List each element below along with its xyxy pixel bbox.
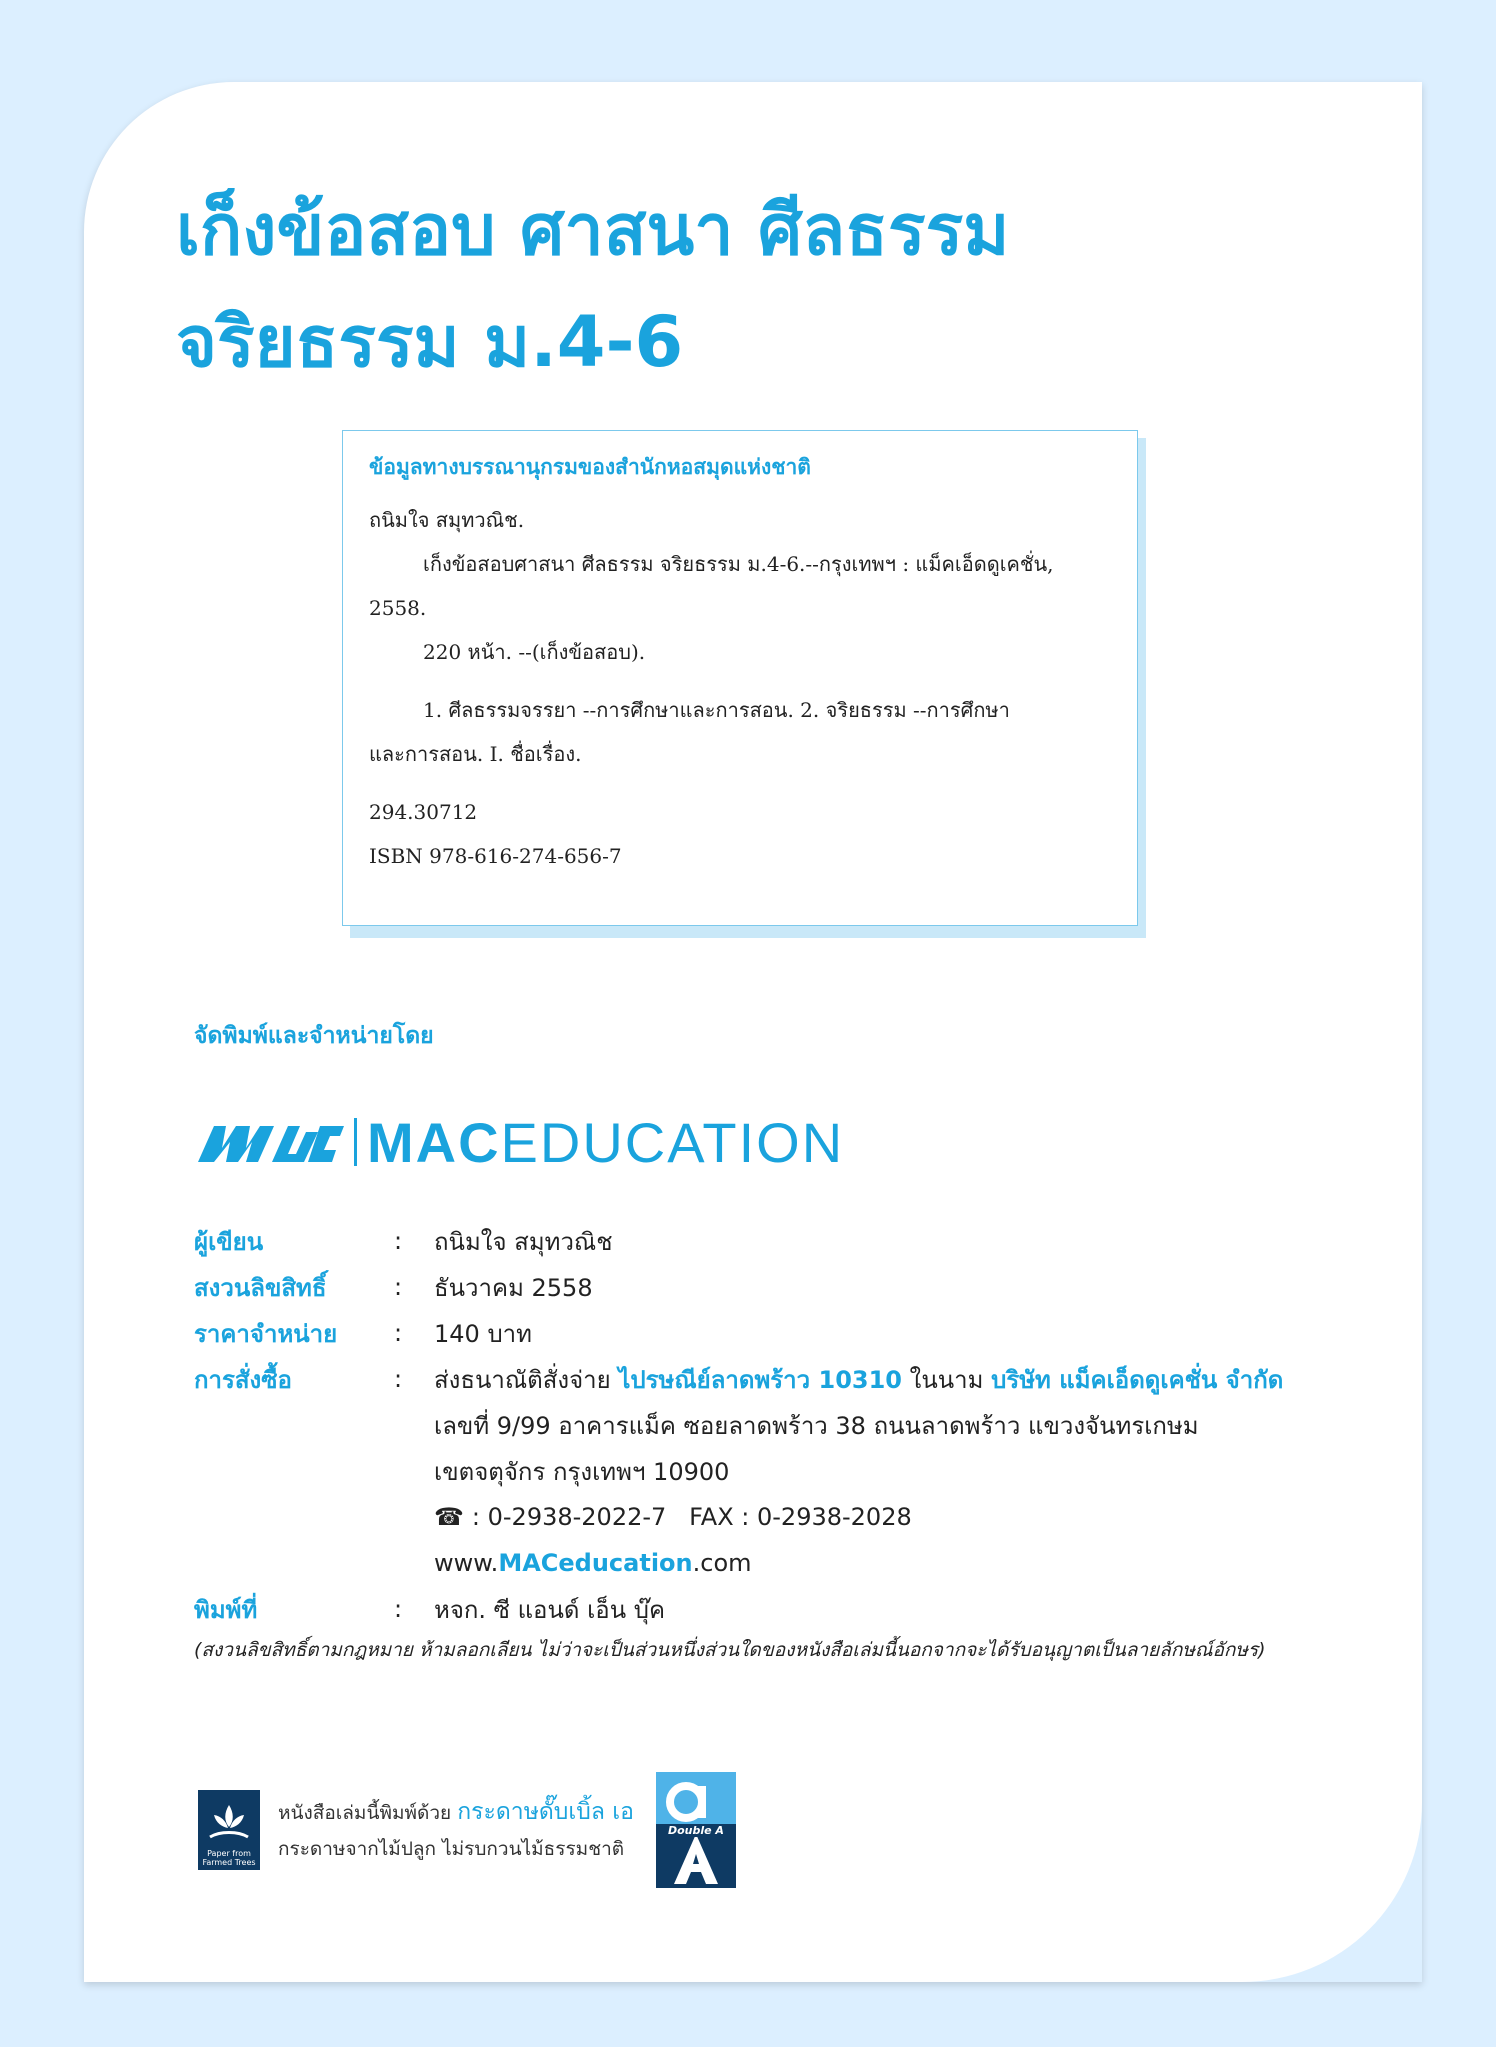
cip-subject1: 1. ศีลธรรมจรรยา --การศึกษาและการสอน. 2. จริยธรรม --การศึกษา bbox=[423, 698, 1010, 722]
paper-line-1 bbox=[278, 1794, 634, 1831]
order-label: การสั่งซื้อ bbox=[194, 1365, 292, 1394]
company-name: บริษัท แม็คเอ็ดดูเคชั่น จำกัด bbox=[991, 1365, 1284, 1394]
page-title bbox=[176, 174, 1009, 398]
cip-pages: 220 หน้า. --(เก็งข้อสอบ). bbox=[423, 640, 646, 664]
cip-isbn: ISBN 978-616-274-656-7 bbox=[369, 844, 622, 868]
order-mid: ในนาม bbox=[909, 1365, 984, 1394]
web-post: .com bbox=[692, 1549, 752, 1577]
phone-value: : 0-2938-2022-7 FAX : 0-2938-2028 bbox=[471, 1503, 912, 1531]
colon: : bbox=[394, 1595, 403, 1623]
page bbox=[84, 82, 1422, 1982]
author-value: ถนิมใจ สมุทวณิช bbox=[434, 1227, 613, 1256]
price-row bbox=[194, 1310, 1283, 1356]
phone-icon: ☎ bbox=[434, 1503, 464, 1531]
title-line-1: เก็งข้อสอบ ศาสนา ศีลธรรม bbox=[176, 189, 1010, 271]
paper-brand: กระดาษดั๊บเบิ้ล เอ bbox=[457, 1798, 634, 1825]
logo-bold: MAC bbox=[367, 1110, 501, 1174]
phone-row bbox=[194, 1494, 1283, 1540]
address-line-2: เขตจตุจักร กรุงเทพฯ 10900 bbox=[434, 1457, 730, 1486]
logo-divider bbox=[354, 1118, 357, 1166]
colon: : bbox=[394, 1365, 403, 1393]
web-brand: MACeducation bbox=[498, 1549, 693, 1577]
cip-classno: 294.30712 bbox=[369, 800, 478, 824]
mac-education-logo bbox=[196, 1102, 844, 1182]
printer-label: พิมพ์ที่ bbox=[194, 1595, 258, 1624]
fsc-text: Paper from Farmed Trees bbox=[202, 1849, 256, 1867]
info-block bbox=[194, 1218, 1283, 1632]
double-a-text: Double A bbox=[656, 1824, 736, 1837]
address-line-1: เลขที่ 9/99 อาคารแม็ค ซอยลาดพร้าว 38 ถนนลาดพร้าว แขวงจันทรเกษม bbox=[434, 1411, 1199, 1440]
website-row bbox=[194, 1540, 1283, 1586]
order-pre: ส่งธนาณัติสั่งจ่าย bbox=[434, 1365, 611, 1394]
colon: : bbox=[394, 1273, 403, 1301]
copyright-value: ธันวาคม 2558 bbox=[434, 1273, 593, 1302]
farmed-trees-logo bbox=[198, 1790, 260, 1870]
mac-logo-icon bbox=[196, 1118, 346, 1166]
cip-line2: 2558. bbox=[369, 596, 427, 620]
order-value bbox=[434, 1360, 1283, 1399]
price-value: 140 บาท bbox=[434, 1319, 532, 1348]
cip-heading: ข้อมูลทางบรรณานุกรมของสำนักหอสมุดแห่งชาติ bbox=[369, 454, 811, 479]
colon: : bbox=[394, 1319, 403, 1347]
colon: : bbox=[394, 1227, 403, 1255]
post-office: ไปรษณีย์ลาดพร้าว 10310 bbox=[618, 1365, 902, 1394]
double-a-logo bbox=[656, 1772, 736, 1888]
logo-text bbox=[367, 1110, 844, 1175]
cip-author: ถนิมใจ สมุทวณิช. bbox=[369, 508, 525, 532]
price-label: ราคาจำหน่าย bbox=[194, 1319, 338, 1348]
title-line-2: จริยธรรม ม.4-6 bbox=[176, 301, 684, 383]
copyright-row bbox=[194, 1264, 1283, 1310]
publisher-label: จัดพิมพ์และจำหน่ายโดย bbox=[194, 1023, 434, 1049]
web-pre: www. bbox=[434, 1549, 499, 1577]
cip-line1: เก็งข้อสอบศาสนา ศีลธรรม จริยธรรม ม.4-6.--กรุงเทพฯ : แม็คเอ็ดดูเคชั่น, bbox=[423, 552, 1054, 576]
copyright-note: (สงวนลิขสิทธิ์ตามกฎหมาย ห้ามลอกเลียน ไม่ว่าจะเป็นส่วนหนึ่งส่วนใดของหนังสือเล่มนี้นอกจากจะได้รับอนุญาตเป็นลายลักษณ์อักษร) bbox=[194, 1639, 1266, 1661]
logo-light: EDUCATION bbox=[500, 1110, 845, 1174]
printer-value: หจก. ซี แอนด์ เอ็น บุ๊ค bbox=[434, 1595, 666, 1624]
paper-text bbox=[278, 1794, 634, 1867]
paper-notice bbox=[198, 1772, 736, 1888]
author-row bbox=[194, 1218, 1283, 1264]
paper-line1-pre: หนังสือเล่มนี้พิมพ์ด้วย bbox=[278, 1801, 452, 1824]
page-corner bbox=[1242, 1802, 1422, 1982]
copyright-label: สงวนลิขสิทธิ์ bbox=[194, 1273, 327, 1302]
cip-subject2: และการสอน. I. ชื่อเรื่อง. bbox=[369, 742, 582, 766]
order-row bbox=[194, 1356, 1283, 1402]
cip-box bbox=[342, 430, 1138, 926]
paper-line-2: กระดาษจากไม้ปลูก ไม่รบกวนไม้ธรรมชาติ bbox=[278, 1837, 625, 1860]
leaf-icon bbox=[206, 1799, 252, 1849]
printer-row bbox=[194, 1586, 1283, 1632]
author-label: ผู้เขียน bbox=[194, 1227, 264, 1256]
